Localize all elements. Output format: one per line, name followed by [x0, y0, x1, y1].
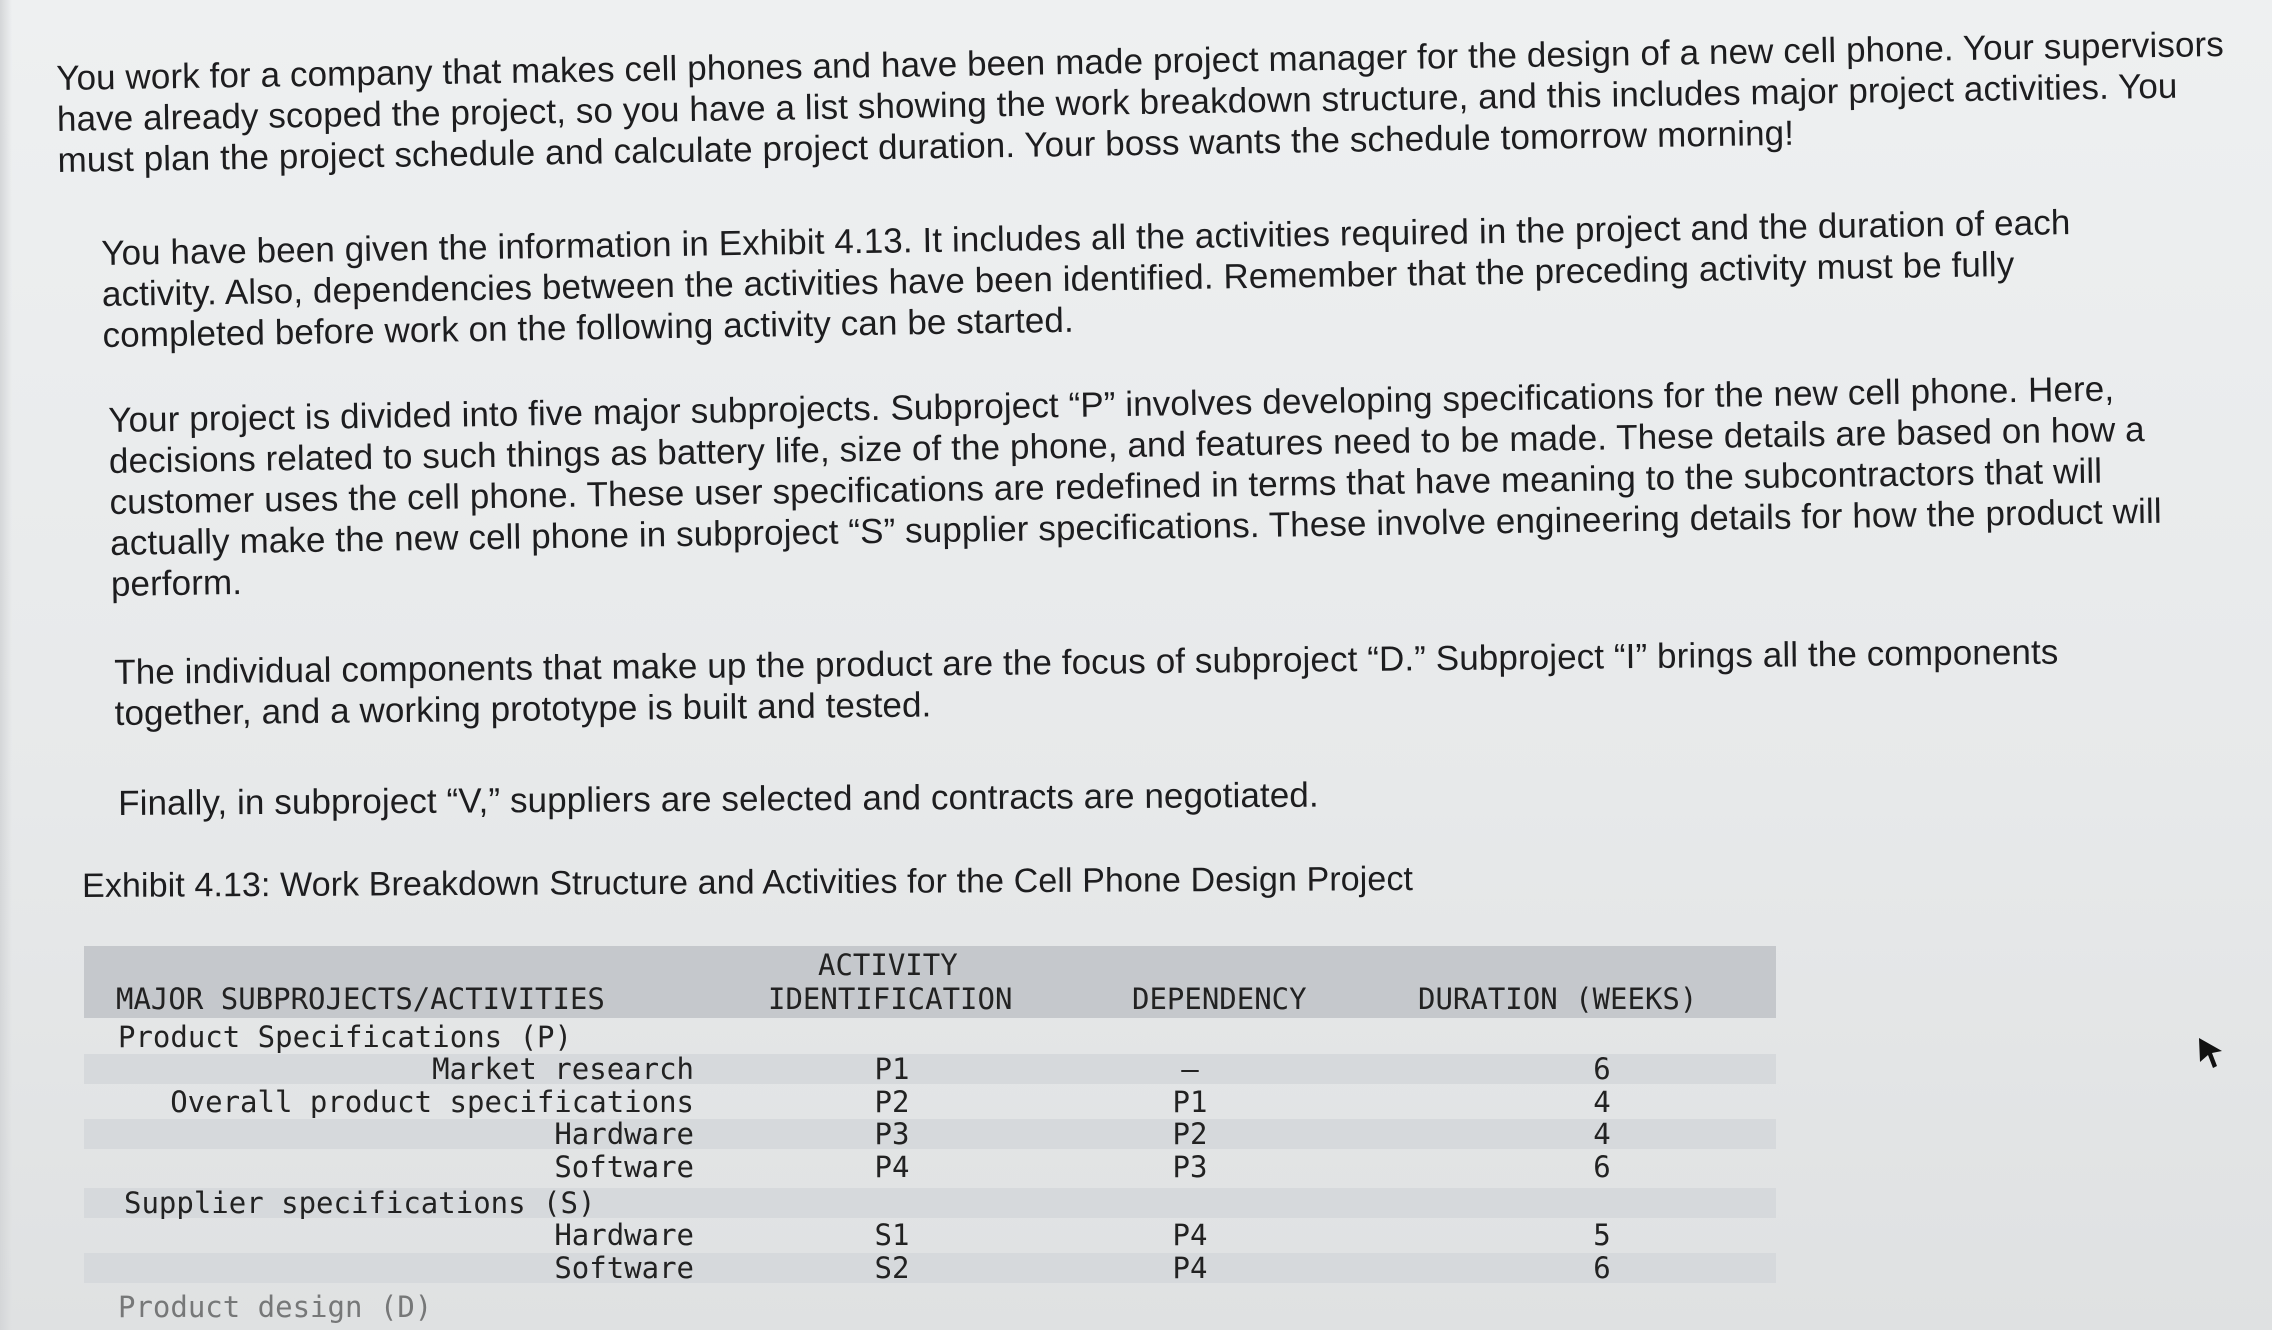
cell-dependency: P3	[1172, 1150, 1208, 1184]
screen-edge-shade	[0, 0, 12, 1330]
exhibit-info-paragraph: You have been given the information in Exhibit 4.13. It includes all the activities required in the project and the duration of each activity. Also, dependencies between the activities have been identified. Remember that the preceding activity must be fully completed before work on the following activity can be started.	[101, 203, 2071, 355]
cell-activity: Hardware	[554, 1218, 694, 1252]
cell-duration: 6	[1593, 1251, 1611, 1285]
cell-id: S1	[874, 1218, 910, 1252]
cell-activity: Software	[554, 1251, 694, 1285]
cell-dependency: P4	[1172, 1251, 1208, 1285]
cell-duration: 4	[1593, 1085, 1611, 1119]
header-id-line1: ACTIVITY	[818, 948, 958, 982]
mouse-pointer-icon	[2196, 1036, 2226, 1070]
cell-activity: Product Specifications (P)	[118, 1020, 572, 1054]
intro-paragraph: You work for a company that makes cell phones and have been made project manager for the design of a new cell phone. Your supervisors have already scoped the project, so you have a list showing the work breakdown structure, and this includes major project activities. You must plan the project schedule and calculate project duration. Your boss wants the schedule tomorrow morning!	[56, 24, 2225, 180]
header-duration: DURATION (WEEKS)	[1418, 982, 1698, 1016]
cell-id: P2	[874, 1085, 910, 1119]
cell-id: S2	[874, 1251, 910, 1285]
cell-activity: Software	[554, 1150, 694, 1184]
cell-dependency: –	[1181, 1052, 1199, 1086]
cell-activity: Hardware	[554, 1117, 694, 1151]
cell-id: P1	[874, 1052, 910, 1086]
header-id-line2: IDENTIFICATION	[768, 982, 1013, 1016]
cell-duration: 6	[1593, 1150, 1611, 1184]
header-dependency: DEPENDENCY	[1132, 982, 1307, 1016]
finally-paragraph: Finally, in subproject “V,” suppliers are selected and contracts are negotiated.	[118, 775, 1319, 823]
cell-activity: Product design (D)	[118, 1290, 433, 1324]
cell-activity: Market research	[432, 1052, 694, 1086]
cell-activity: Supplier specifications (S)	[124, 1186, 596, 1220]
cell-duration: 4	[1593, 1117, 1611, 1151]
cell-dependency: P2	[1172, 1117, 1208, 1151]
components-paragraph: The individual components that make up the product are the focus of subproject “D.” Subproject “I” brings all the components together, and a working prototype is built and tested.	[114, 632, 2059, 733]
cell-dependency: P4	[1172, 1218, 1208, 1252]
cell-activity: Overall product specifications	[170, 1085, 694, 1119]
header-activities: MAJOR SUBPROJECTS/ACTIVITIES	[116, 982, 605, 1016]
cell-id: P3	[874, 1117, 910, 1151]
cell-id: P4	[874, 1150, 910, 1184]
cell-dependency: P1	[1172, 1085, 1208, 1119]
cell-duration: 5	[1593, 1218, 1611, 1252]
wbs-table	[84, 946, 1776, 1330]
subprojects-paragraph: Your project is divided into five major subprojects. Subproject “P” involves developing specifications for the new cell phone. Here, decisions related to such things as battery life, size of the phone, and features need to be made. These details are based on how a customer uses the cell phone. These user specifications are redefined in terms that have meaning to the subcontractors that will actually make the new cell phone in subproject “S” supplier specifications. These involve engineering details for how the product will perform.	[108, 369, 2162, 604]
exhibit-caption: Exhibit 4.13: Work Breakdown Structure and Activities for the Cell Phone Design Project	[82, 860, 1414, 905]
cell-duration: 6	[1593, 1052, 1611, 1086]
